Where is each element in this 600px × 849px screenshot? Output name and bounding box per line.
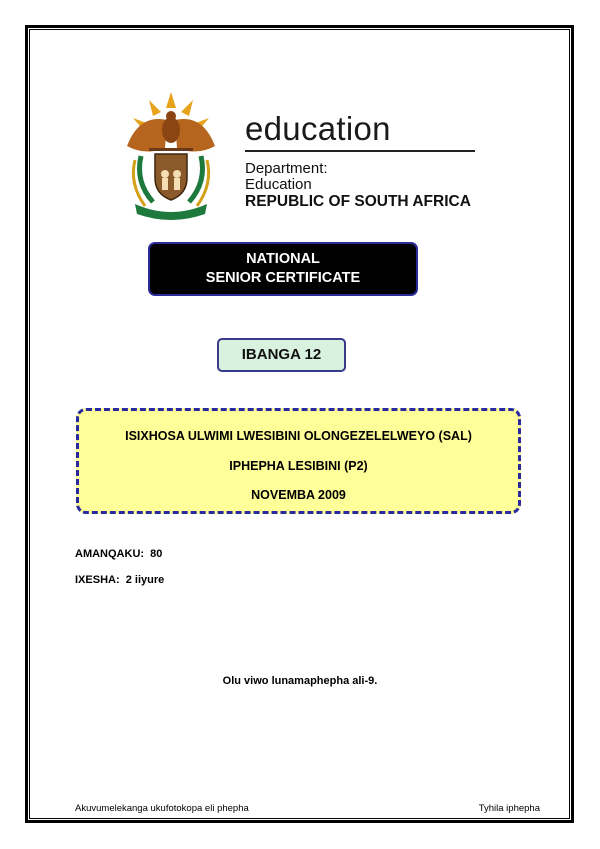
grade-badge: IBANGA 12 (217, 338, 346, 372)
subject-panel (76, 408, 521, 514)
brand-department-name: Education (245, 176, 312, 193)
certificate-banner (148, 242, 418, 296)
brand-country: REPUBLIC OF SOUTH AFRICA (245, 193, 471, 210)
subject-title: ISIXHOSA ULWIMI LWESIBINI OLONGEZELELWEYO (SAL) (125, 429, 472, 443)
turn-page-note: Tyhila iphepha (478, 803, 540, 814)
coat-of-arms-icon (119, 86, 223, 220)
page-count-note: Olu viwo lunamaphepha ali-9. (222, 675, 378, 687)
time-label: IXESHA: 2 iiyure (75, 574, 165, 586)
certificate-line-2: SENIOR CERTIFICATE (205, 270, 361, 286)
brand-wordmark: education (245, 110, 391, 147)
certificate-line-1: NATIONAL (246, 251, 320, 267)
paper-label: IPHEPHA LESIBINI (P2) (229, 459, 368, 473)
brand-divider (245, 150, 475, 152)
marks-label: AMANQAKU: 80 (75, 548, 163, 560)
brand-department-label: Department: (245, 160, 328, 177)
copy-notice: Akuvumelekanga ukufotokopa eli phepha (75, 803, 249, 814)
exam-date: NOVEMBA 2009 (251, 488, 346, 502)
